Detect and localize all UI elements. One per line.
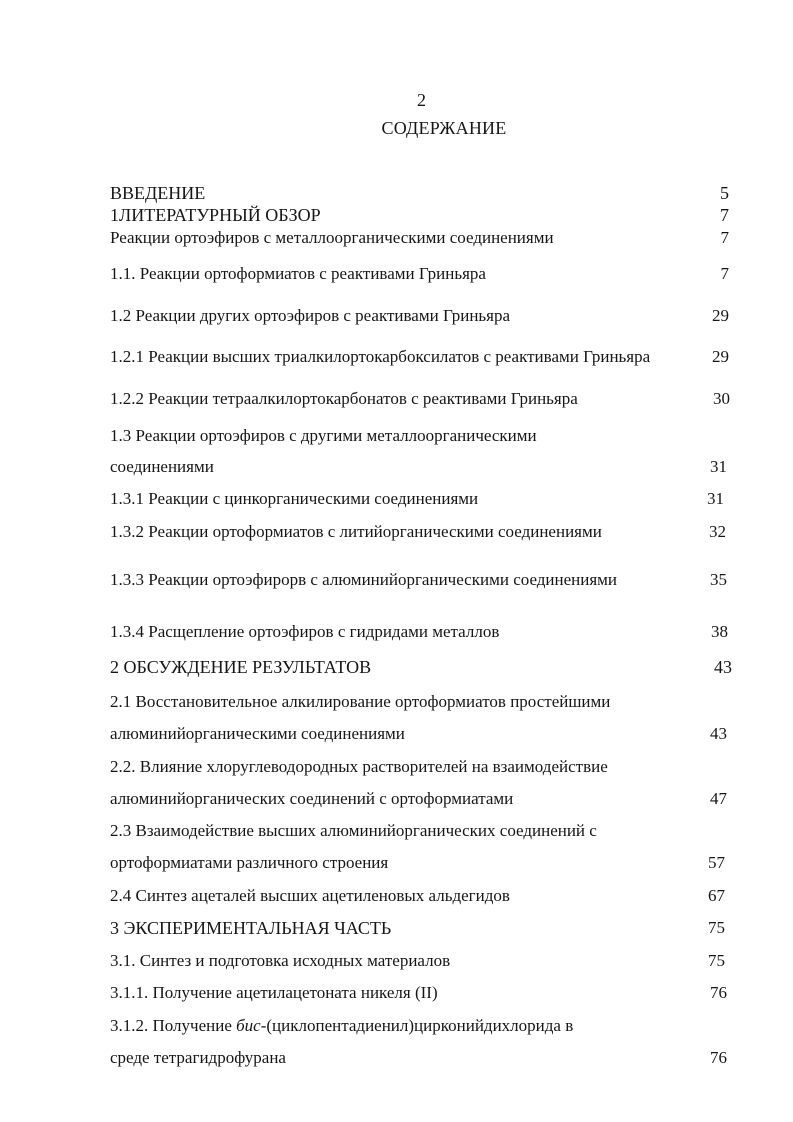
toc-entry-text-italic: бис: [236, 1016, 261, 1035]
toc-entry-page: 31: [710, 457, 727, 476]
toc-entry-page: 7: [720, 205, 729, 225]
toc-entry-page: 43: [710, 724, 727, 743]
toc-entry-page: 47: [710, 789, 727, 808]
toc-entry-text: 1.3.4 Расщепление ортоэфиров с гидридами металлов: [110, 622, 500, 641]
toc-entry-text: 3 ЭКСПЕРИМЕНТАЛЬНАЯ ЧАСТЬ: [110, 918, 392, 938]
toc-entry-text-suffix: -(циклопентадиенил)цирконийдихлорида в: [260, 1016, 574, 1035]
toc-entry-page: 35: [710, 570, 727, 589]
toc-entry-page: 7: [720, 228, 729, 247]
toc-entry-page: 76: [710, 983, 727, 1002]
toc-entry-text: [110, 1016, 573, 1036]
toc-entry-text: 1.1. Реакции ортоформиатов с реактивами Гриньяра: [110, 264, 486, 283]
toc-entry-text: 2.2. Влияние хлоруглеводородных растворителей на взаимодействие: [110, 757, 608, 776]
toc-entry-text: 2.3 Взаимодействие высших алюминийорганических соединений с: [110, 821, 597, 840]
toc-entry-text: Реакции ортоэфиров с металлоорганическими соединениями: [110, 228, 554, 247]
toc-entry-page: 76: [710, 1048, 727, 1067]
toc-entry-text: 2.4 Синтез ацеталей высших ацетиленовых альдегидов: [110, 886, 510, 905]
toc-entry-text: среде тетрагидрофурана: [110, 1048, 286, 1067]
toc-entry-page: 57: [708, 853, 725, 872]
toc-entry-text: 1.3 Реакции ортоэфиров с другими металлоорганическими: [110, 426, 537, 445]
page-number: 2: [417, 90, 426, 110]
toc-entry-text: алюминийорганическими соединениями: [110, 724, 405, 743]
toc-entry-text: 3.1.1. Получение ацетилацетоната никеля (II): [110, 983, 438, 1002]
toc-entry-page: 30: [713, 389, 730, 408]
toc-entry-text: 1.2 Реакции других ортоэфиров с реактивами Гриньяра: [110, 306, 511, 325]
toc-entry-text: 1ЛИТЕРАТУРНЫЙ ОБЗОР: [110, 205, 321, 225]
toc-entry-page: 32: [709, 522, 726, 541]
toc-entry-text: ортоформиатами различного строения: [110, 853, 389, 872]
toc-entry-page: 5: [720, 183, 729, 203]
toc-entry-page: 31: [707, 489, 724, 508]
toc-entry-text: 1.3.3 Реакции ортоэфирорв с алюминийорганическими соединениями: [110, 570, 618, 589]
toc-entry-text: 2 ОБСУЖДЕНИЕ РЕЗУЛЬТАТОВ: [110, 657, 372, 677]
toc-entry-page: 43: [714, 657, 732, 677]
toc-entry-text: алюминийорганических соединений с ортоформиатами: [110, 789, 514, 808]
toc-entry-page: 29: [712, 306, 729, 325]
toc-entry-page: 38: [711, 622, 728, 641]
toc-entry-text: 1.2.1 Реакции высших триалкилортокарбоксилатов с реактивами Гриньяра: [110, 347, 651, 366]
toc-entry-page: 29: [712, 347, 729, 366]
toc-entry-text: 1.3.1 Реакции с цинкорганическими соединениями: [110, 489, 479, 508]
toc-entry-text: 2.1 Восстановительное алкилирование ортоформиатов простейшими: [110, 692, 611, 711]
page-title: СОДЕРЖАНИЕ: [381, 118, 507, 138]
toc-entry-text-prefix: 3.1.2. Получение: [110, 1016, 237, 1035]
toc-entry-text: ВВЕДЕНИЕ: [110, 183, 206, 203]
toc-entry-page: 75: [708, 918, 725, 937]
toc-entry-page: 75: [708, 951, 725, 970]
toc-entry-text: 1.2.2 Реакции тетраалкилортокарбонатов с реактивами Гриньяра: [110, 389, 578, 408]
toc-entry-page: 67: [708, 886, 725, 905]
toc-entry-page: 7: [720, 264, 729, 283]
toc-entry-text: 1.3.2 Реакции ортоформиатов с литийорганическими соединениями: [110, 522, 602, 541]
toc-entry-text: соединениями: [110, 457, 214, 476]
toc-entry-text: 3.1. Синтез и подготовка исходных материалов: [110, 951, 451, 970]
